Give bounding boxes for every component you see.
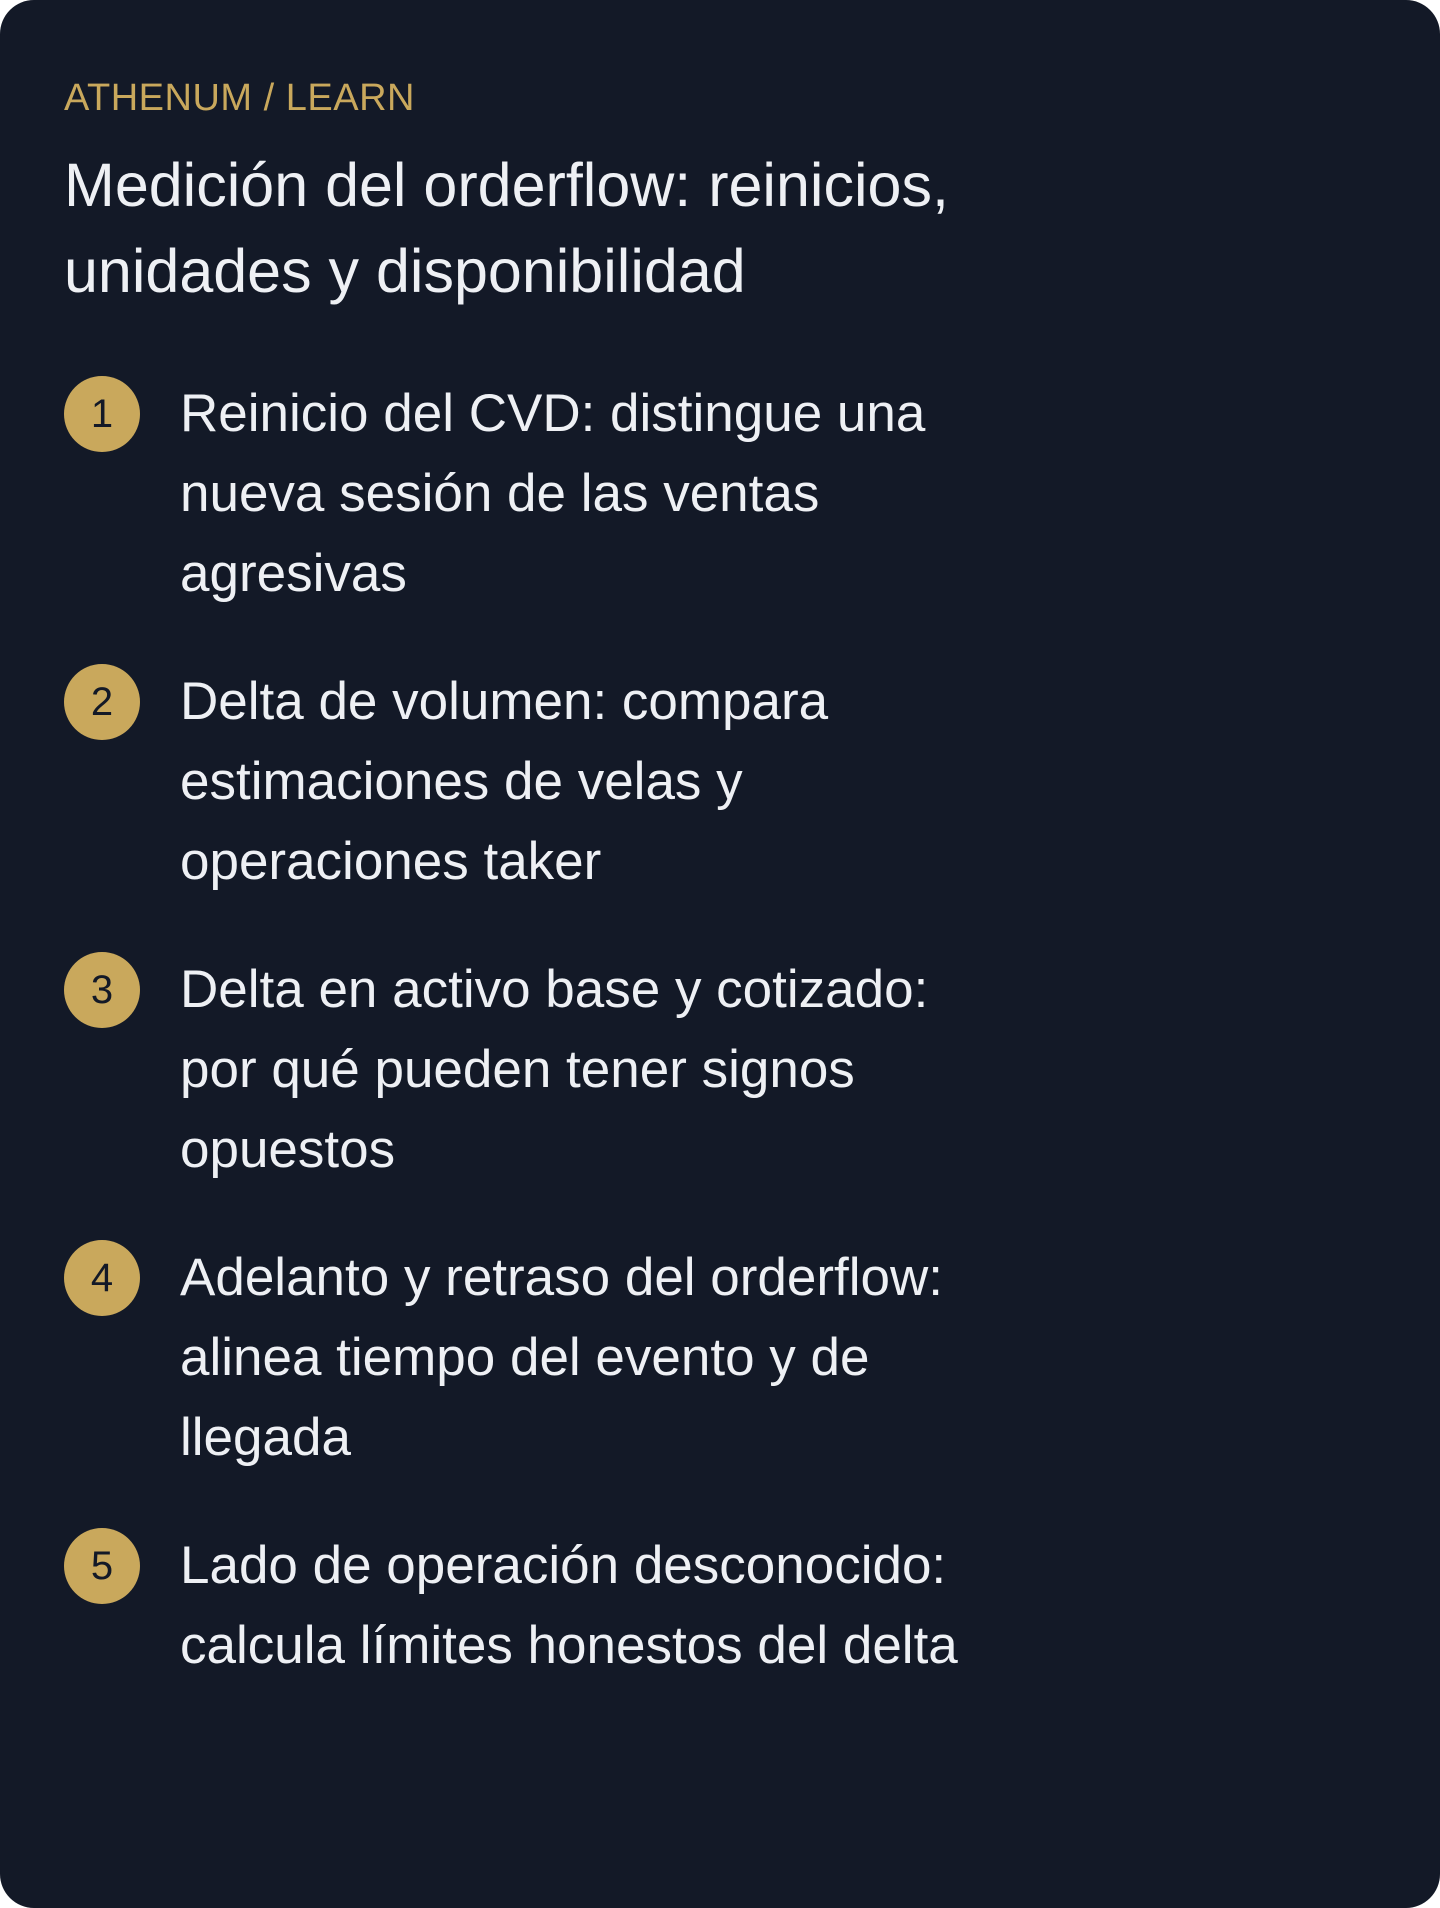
breadcrumb[interactable]: ATHENUM / LEARN: [64, 77, 415, 119]
step-number-badge: 3: [64, 952, 140, 1028]
step-number-badge: 2: [64, 664, 140, 740]
list-item[interactable]: [64, 374, 1376, 614]
step-text: Adelanto y retraso del orderflow: alinea tiempo del evento y de llegada: [180, 1248, 944, 1467]
step-text: Reinicio del CVD: distingue una nueva sesión de las ventas agresivas: [180, 384, 926, 603]
step-text: Delta en activo base y cotizado: por qué pueden tener signos opuestos: [180, 960, 929, 1179]
step-number-badge: 4: [64, 1240, 140, 1316]
list-item[interactable]: [64, 662, 1376, 902]
list-item[interactable]: [64, 1238, 1376, 1478]
step-text: Delta de volumen: compara estimaciones de velas y operaciones taker: [180, 672, 829, 891]
step-number-badge: 1: [64, 376, 140, 452]
list-item[interactable]: [64, 950, 1376, 1190]
page-title: Medición del orderflow: reinicios, unidades y disponibilidad: [64, 151, 949, 305]
step-number-badge: 5: [64, 1528, 140, 1604]
step-text: Lado de operación desconocido: calcula límites honestos del delta: [180, 1536, 958, 1675]
list-item[interactable]: [64, 1526, 1376, 1686]
steps-list: [64, 374, 1376, 1686]
